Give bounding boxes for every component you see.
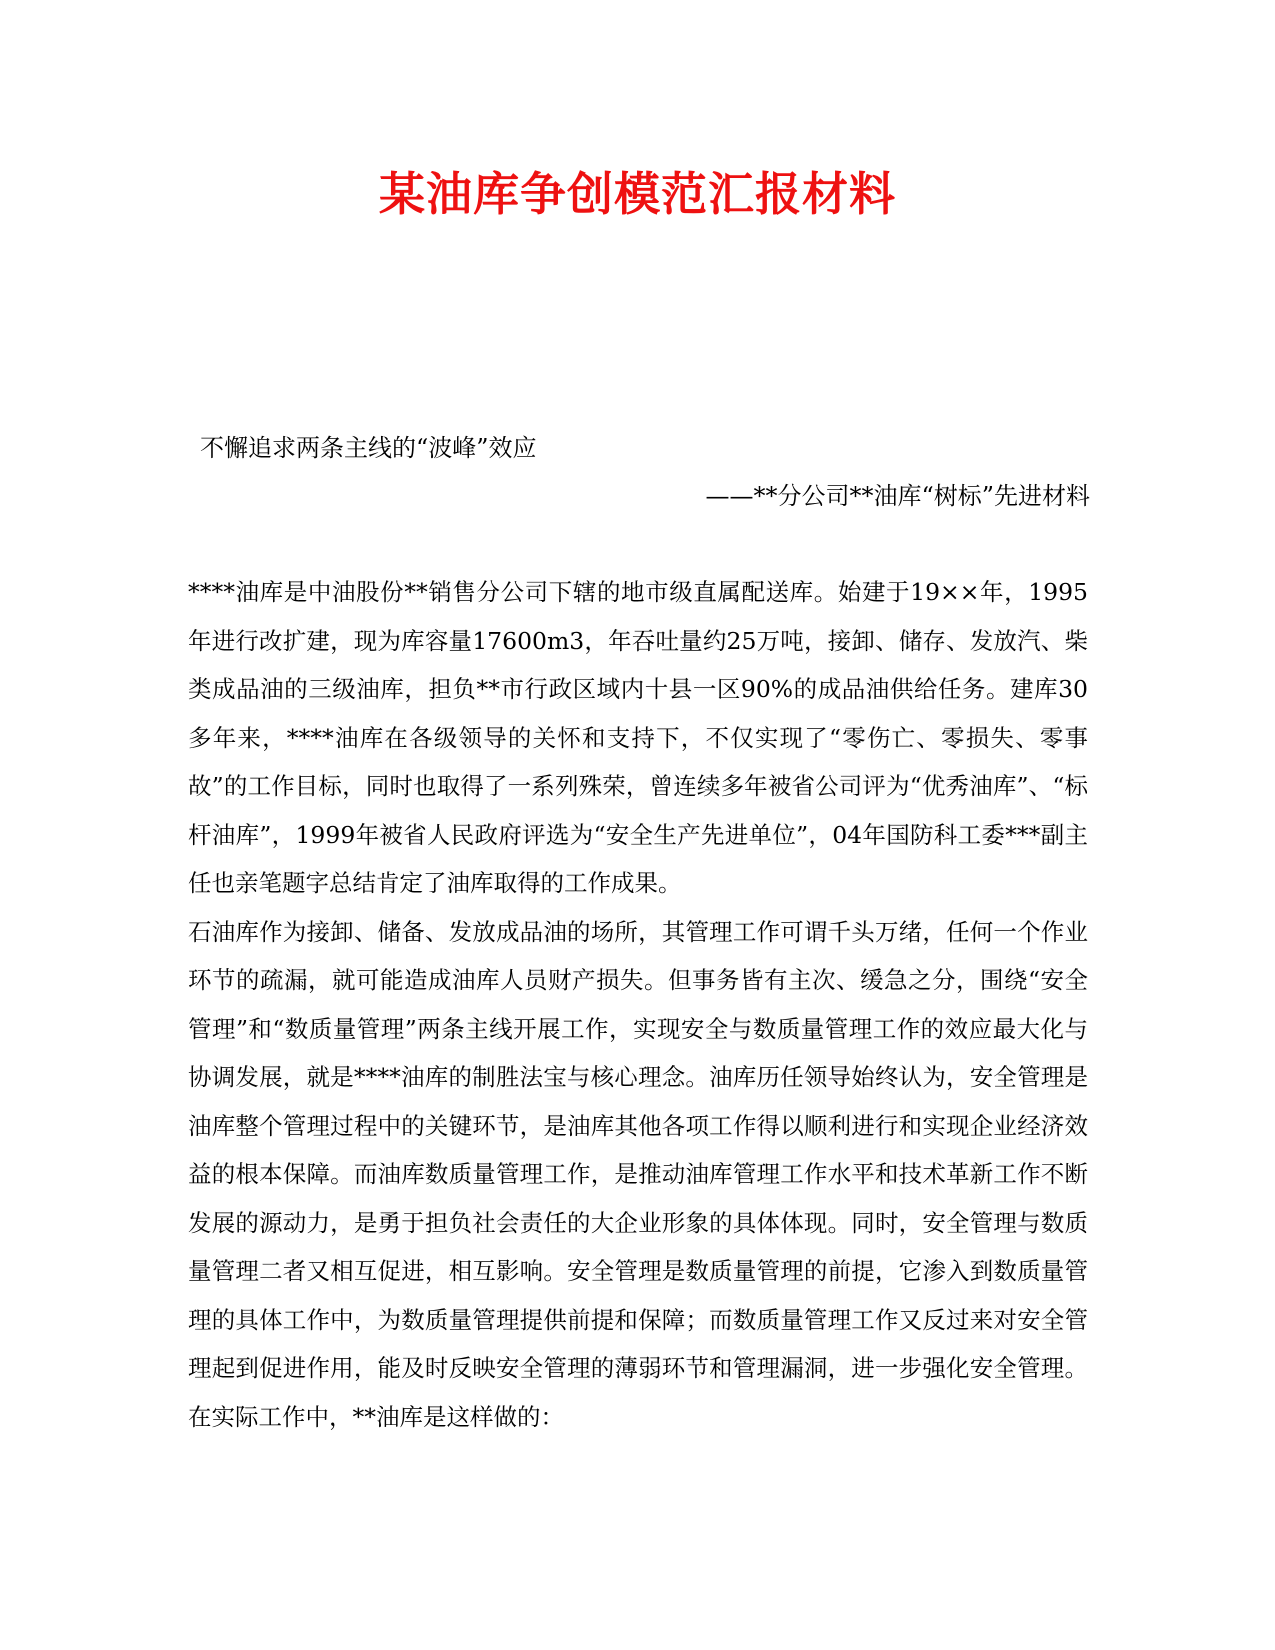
document-subtitle: 不懈追求两条主线的“波峰”效应 [200, 434, 537, 462]
body-paragraph: ****油库是中油股份**销售分公司下辖的地市级直属配送库。始建于19××年，1995年进行改扩建，现为库容量17600m3，年吞吐量约25万吨，接卸、储存、发放汽、柴类成品油的三级油库，担负**市行政区域内十县一区90%的成品油供给任务。建库30多年来，****油库在各级领导的关怀和支持下，不仅实现了“零伤亡、零损失、零事故”的工作目标，同时也取得了一系列殊荣，曾连续多年被省公司评为“优秀油库”、“标杆油库”，1999年被省人民政府评选为“安全生产先进单位”，04年国防科工委***副主任也亲笔题字总结肯定了油库取得的工作成果。 [188, 578, 1088, 897]
document-body [188, 568, 1088, 1441]
body-paragraph: 石油库作为接卸、储备、发放成品油的场所，其管理工作可谓千头万绪，任何一个作业环节的疏漏，就可能造成油库人员财产损失。但事务皆有主次、缓急之分，围绕“安全管理”和“数质量管理”两条主线开展工作，实现安全与数质量管理工作的效应最大化与协调发展，就是****油库的制胜法宝与核心理念。油库历任领导始终认为，安全管理是油库整个管理过程中的关键环节，是油库其他各项工作得以顺利进行和实现企业经济效益的根本保障。而油库数质量管理工作，是推动油库管理工作水平和技术革新工作不断发展的源动力，是勇于担负社会责任的大企业形象的具体体现。同时，安全管理与数质量管理二者又相互促进，相互影响。安全管理是数质量管理的前提，它渗入到数质量管理的具体工作中，为数质量管理提供前提和保障；而数质量管理工作又反过来对安全管理起到促进作用，能及时反映安全管理的薄弱环节和管理漏洞，进一步强化安全管理。在实际工作中，**油库是这样做的： [188, 917, 1088, 1431]
document-title: 某油库争创模范汇报材料 [379, 167, 896, 221]
document-byline: ——**分公司**油库“树标”先进材料 [705, 482, 1090, 510]
